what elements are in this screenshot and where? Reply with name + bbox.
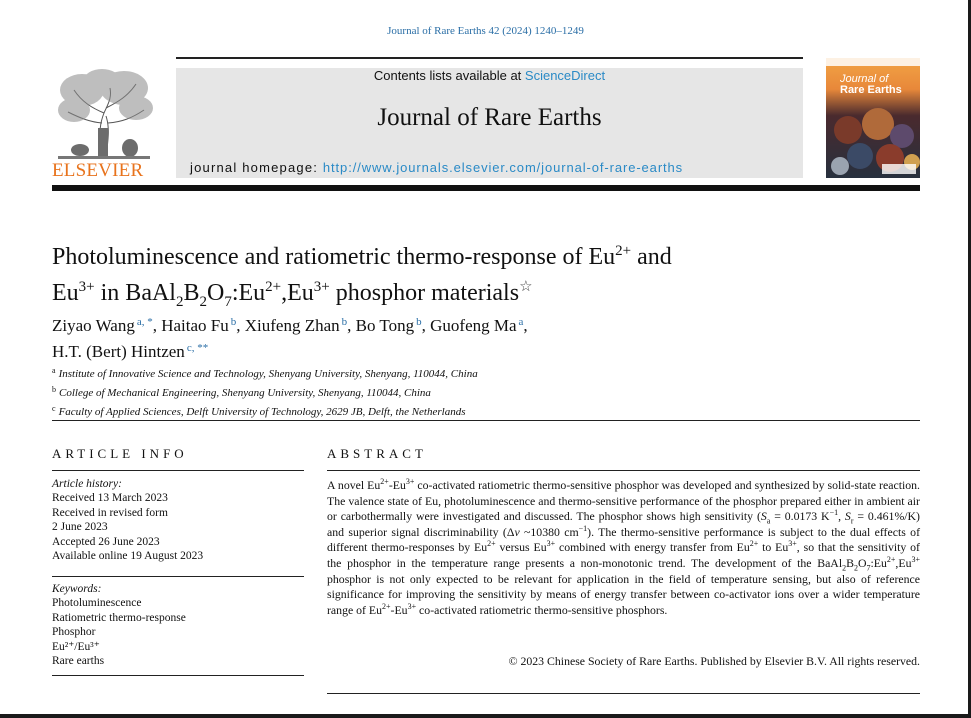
title-text: ,Eu [281, 280, 314, 306]
affiliation-item [52, 382, 920, 401]
article-info-rule [52, 470, 304, 471]
affiliation-text: Institute of Innovative Science and Technology, Shenyang University, Shenyang, 110044, China [58, 368, 478, 380]
abstract-symbol: ν [514, 524, 520, 539]
author-name[interactable]: Ziyao Wang [52, 316, 135, 335]
author-affil-marks[interactable]: b [230, 316, 237, 328]
abstract-text: -Eu [388, 478, 406, 492]
keyword-item: Eu²⁺/Eu³⁺ [52, 640, 100, 653]
abstract-sub: 2 [842, 563, 847, 573]
author-affil-marks[interactable]: c, ** [186, 342, 209, 354]
abstract-text: ~10380 cm [519, 524, 579, 539]
article-info-heading: ARTICLE INFO [52, 446, 188, 461]
abstract-sup: 2+ [382, 601, 391, 611]
abstract-text: versus Eu [495, 540, 547, 555]
author-separator: , [347, 316, 356, 335]
abstract-sup: 2+ [487, 539, 496, 549]
contents-prefix: Contents lists available at [373, 68, 525, 83]
title-sup: 2+ [265, 279, 282, 295]
affiliation-mark: b [52, 385, 56, 394]
author-affil-marks[interactable]: b [416, 316, 422, 328]
author-name[interactable]: Guofeng Ma [430, 316, 517, 335]
copyright-notice: © 2023 Chinese Society of Rare Earths. Published by Elsevier B.V. All rights reserved. [508, 654, 920, 668]
abstract-text: co-activated ratiometric thermo-sensitive phosphors. [416, 602, 668, 617]
history-item: Received in revised form [52, 506, 168, 519]
section-divider [52, 420, 920, 421]
abstract-text: A novel Eu [327, 478, 381, 492]
journal-banner [176, 68, 803, 178]
abstract-sup: 3+ [407, 601, 417, 611]
elsevier-wordmark[interactable]: ELSEVIER [52, 160, 144, 181]
journal-title: Journal of Rare Earths [377, 104, 602, 131]
title-text: phosphor materials [329, 280, 520, 306]
abstract-text: -Eu [390, 602, 408, 617]
author-name[interactable]: Bo Tong [355, 316, 415, 335]
title-text: :Eu [231, 280, 266, 306]
journal-homepage [190, 160, 683, 175]
abstract-text: co-activated ratiometric thermo-sensitive phosphor was developed and synthesized by solid-state reaction. The valence state of Eu, photoluminescence and thermo-sensitive performance of the phosphor prepared either in ambient air or carbothermally were investigated and discussed. The phosphor shows high sensitivity ( [327, 478, 920, 524]
homepage-label: journal homepage: [190, 160, 323, 175]
history-item: 2 June 2023 [52, 521, 108, 534]
keyword-list [52, 582, 304, 668]
title-sup: 2+ [615, 243, 632, 259]
title-footnote-star-icon[interactable]: ☆ [519, 279, 533, 295]
abstract-symbol: S [760, 509, 767, 524]
author-affil-marks[interactable]: a, * [136, 316, 153, 328]
title-text: B [183, 280, 200, 306]
title-text: and [631, 244, 672, 270]
abstract-text: , [838, 509, 845, 524]
author-separator: , [152, 316, 162, 335]
keywords-label: Keywords: [52, 583, 102, 595]
title-sub: 7 [224, 293, 232, 310]
title-text: Photoluminescence and ratiometric thermo-response of Eu [52, 244, 616, 270]
abstract-sup: 3+ [788, 539, 797, 549]
author-separator: , [523, 316, 528, 335]
sciencedirect-link[interactable]: ScienceDirect [524, 68, 606, 83]
abstract-bottom-rule [327, 693, 920, 694]
history-item: Available online 19 August 2023 [52, 550, 204, 563]
article-info-rule [52, 675, 304, 676]
article-history [52, 477, 304, 563]
abstract-sup: 2+ [749, 539, 759, 549]
affiliation-mark: c [52, 404, 56, 413]
keyword-item: Phosphor [52, 626, 96, 639]
history-item: Received 13 March 2023 [52, 492, 168, 505]
cover-title [840, 74, 902, 96]
title-text: O [206, 280, 225, 306]
author-separator: , [236, 316, 245, 335]
abstract-text: ). The thermo-sensitive performance is subject to the dual effects of different thermo-responses by Eu [327, 524, 920, 555]
abstract-sub: r [850, 516, 854, 526]
abstract-sup: 3+ [911, 555, 920, 565]
title-sub: 2 [199, 293, 207, 310]
abstract-text: to Eu [758, 540, 789, 555]
author-name[interactable]: Xiufeng Zhan [244, 316, 340, 335]
abstract-text: = 0.0173 K [770, 509, 830, 524]
abstract-sup: −1 [578, 523, 588, 533]
history-label: Article history: [52, 478, 122, 490]
abstract-text: , so that the sensitivity of the phosphor in the temperature range presents a non-monotonic trend. The development of the BaAl [327, 540, 920, 570]
author-separator: , [421, 316, 431, 335]
abstract-sup: 3+ [546, 539, 556, 549]
affiliation-item [52, 363, 920, 382]
abstract-heading: ABSTRACT [327, 446, 427, 461]
abstract-sup: 2+ [886, 555, 896, 565]
abstract-text: :Eu [870, 555, 887, 570]
keyword-item: Rare earths [52, 655, 105, 668]
journal-citation[interactable]: Journal of Rare Earths 42 (2024) 1240–1249 [387, 25, 584, 37]
keyword-item: Ratiometric thermo-response [52, 611, 186, 624]
affiliation-mark: a [52, 366, 56, 375]
abstract-body [327, 478, 920, 618]
author-affil-marks[interactable]: a [518, 316, 524, 328]
affiliation-list [52, 363, 920, 420]
abstract-sup: 2+ [380, 477, 389, 487]
contents-line [176, 68, 803, 83]
cover-title-line1: Journal of [840, 73, 889, 85]
abstract-sup: −1 [829, 508, 839, 518]
title-sup: 3+ [313, 279, 330, 295]
affiliation-text: Faculty of Applied Sciences, Delft University of Technology, 2629 JB, Delft, the Netherlands [58, 406, 466, 418]
abstract-text: combined with energy transfer from Eu [555, 540, 750, 555]
author-affil-marks[interactable]: b [341, 316, 348, 328]
abstract-text: B [846, 555, 854, 570]
abstract-sub: 2 [853, 563, 858, 573]
abstract-sub: 7 [866, 563, 871, 573]
affiliation-item [52, 401, 920, 420]
header-bottom-rule [52, 185, 920, 191]
cover-title-line2: Rare Earths [840, 84, 902, 96]
affiliation-text: College of Mechanical Engineering, Shenyang University, Shenyang, 110044, China [59, 387, 431, 399]
author-name[interactable]: Haitao Fu [161, 316, 229, 335]
author-name[interactable]: H.T. (Bert) Hintzen [52, 342, 185, 361]
abstract-text: ,Eu [895, 555, 912, 570]
header-top-rule [176, 57, 803, 59]
abstract-text: = 0.461%/K) and superior signal discriminability (Δ [327, 509, 920, 539]
title-sup: 3+ [78, 279, 95, 295]
page-frame-bottom [0, 714, 971, 718]
journal-cover-thumbnail[interactable] [826, 58, 920, 178]
abstract-text: phosphor is not only expected to be relevant for application in the field of temperature sensing, but also of reference significance for improving the sensitivity by means of energy transfer between co-activator ions over a wider temperature range of Eu [327, 571, 920, 617]
keyword-item: Photoluminescence [52, 597, 142, 610]
title-sub: 2 [175, 293, 184, 310]
author-list [52, 311, 920, 363]
title-text: Eu [52, 280, 79, 306]
article-title [52, 236, 920, 317]
title-text: in BaAl [94, 280, 176, 306]
abstract-sup: 3+ [405, 477, 415, 487]
history-item: Accepted 26 June 2023 [52, 535, 160, 548]
homepage-link[interactable]: http://www.journals.elsevier.com/journal-of-rare-earths [322, 160, 684, 175]
abstract-text: O [857, 555, 867, 570]
abstract-symbol: S [844, 509, 851, 524]
abstract-sub: a [766, 516, 771, 526]
abstract-rule [327, 470, 920, 471]
article-info-rule [52, 576, 304, 577]
